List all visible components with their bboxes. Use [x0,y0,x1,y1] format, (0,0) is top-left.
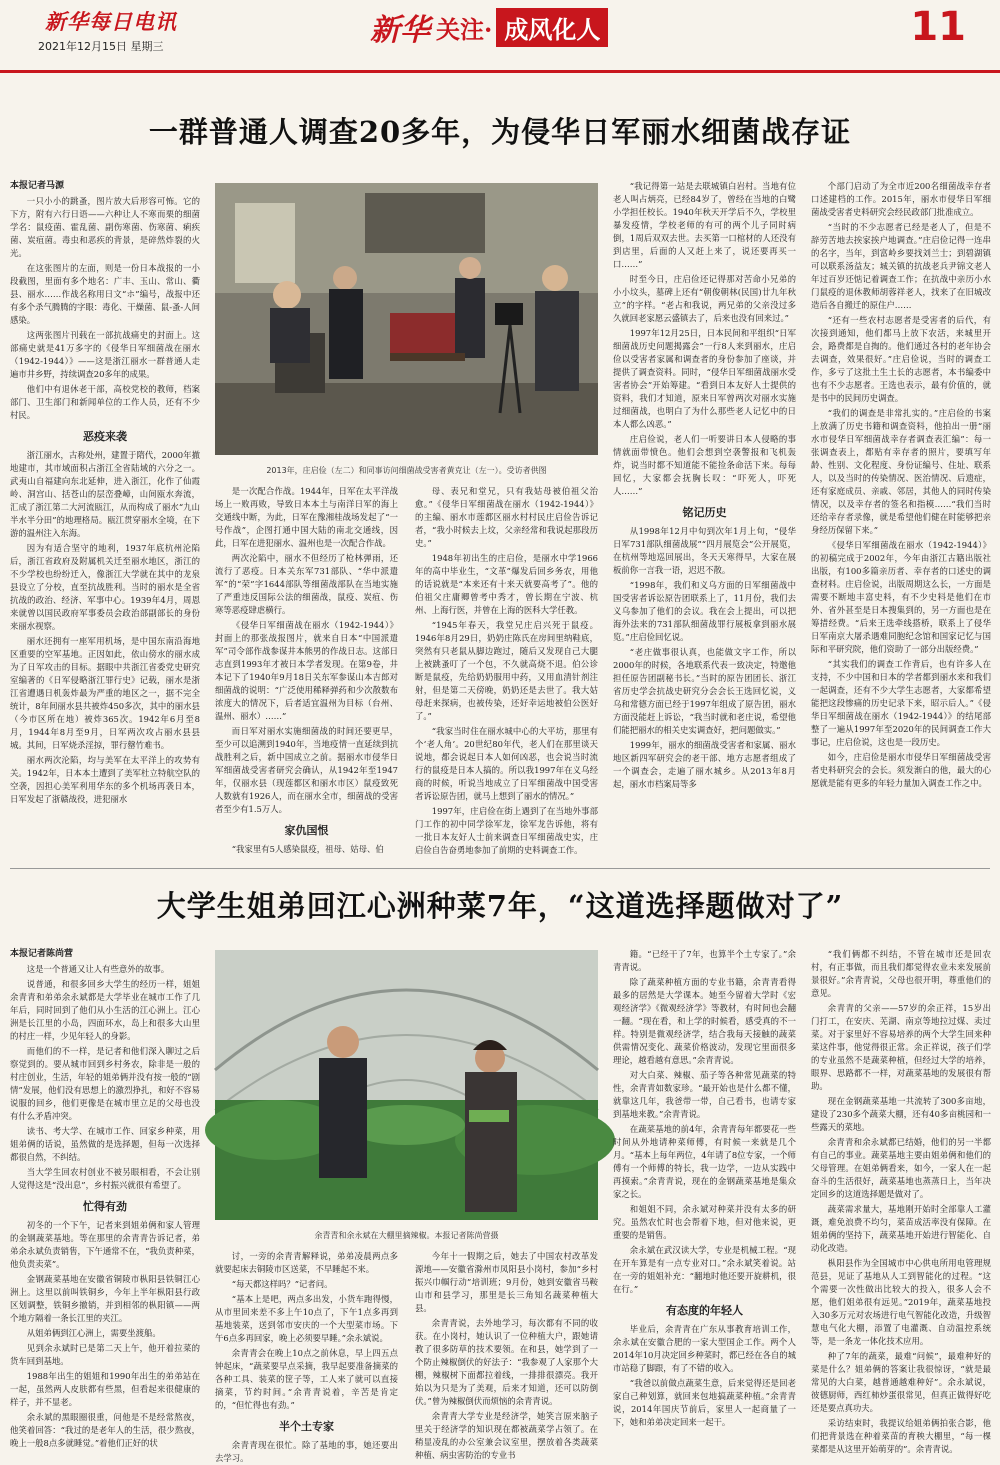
article2-col4 [613,948,796,1438]
paragraph: 浙江丽水，古称处州，建置于隋代，2000年撤地建市，其市域面积占浙江全省陆域的六分之一。武夷山自福建向东北延伸，进入浙江，化作了仙霞岭、洞宫山、括苍山的层峦叠嶂，山间瓯水奔流，汇成了浙江第二大河流瓯江，从而构成了丽水“九山半水半分田”的地理格局。瓯江贯穿丽水全境，在下游的温州注入东海。 [10,450,200,538]
article1-col4 [613,180,796,860]
paragraph: 因为有适合坚守的地利，1937年底杭州沦陷后，浙江省政府及附属机关迁至丽水地区，浙江的不少学校也纷纷迁入，像浙江大学就在其中的龙泉县设立了分校，直至抗战胜利。当时的丽水是全省抗战的政治、经济、军事中心。1939年4月，周恩来就曾以国民政府军事委员会政治部副部长的身份来丽水视察。 [10,543,200,631]
paragraph: 《侵华日军细菌战在丽水（1942-1944）》的初稿完成于2002年，今年由浙江古籍出版社出版，有100多篇亲历者、幸存者的口述史的调查材料。庄启俭说，出版周期这么长，一方面是需要不断地丰富史料，有不少史料是他们在市外、省外甚至是日本搜集到的，另一方面也是在筹措经费。“后来王选牵线搭桥，联系上了侵华日军南京大屠杀遇难同胞纪念馆和国家记忆与国际和平研究院，他们资助了一部分出版经费。” [811,540,991,654]
paragraph: 1999年，丽水的细菌战受害者和家属、丽水地区新四军研究会的老干部、地方志愿者组成了一个调查会，走遍了丽水城乡。从2013年8月起，丽水市档案局等多 [613,740,796,789]
article1-byline: 本报记者马源 [10,181,65,191]
paragraph: “我记得第一站是去联城镇白岩村。当地有位老人叫占炳亮，已经84岁了，曾经在当地的白鹭小学担任校长。1940年秋天开学后不久，学校里暴发疫情，学校老师的有可的两个儿子同时病倒，1周后双双去世。去买第一口棺材的人还没有到店里，后面的人又赶上来了，说还要再买一口……” [613,181,796,269]
paragraph: 枞阳县作为全国城市中心供电所用电管理规范县，见证了基地从人工到智能化的过程。“这个需要一次性做出比较大的投入，很多人会不愿，他们姐弟很有远见。”2019年，蔬菜基地投入30多万元对农场进行电气智能化改造，升级智慧电气化大棚，添置了电灌溉、自动温控系统等，是一条龙一体化技术应用。 [811,1258,991,1346]
paragraph: 籍。“已经干了7年，也算半个土专家了。”余青青说。 [613,949,796,972]
article1-col3 [415,485,598,860]
paragraph: 今年十一假期之后，她去了中国农村改革发源地——安徽省滁州市凤阳县小岗村，参加“乡村振兴巾帼行动”培训班；9月份，她到安徽省马鞍山市和县学习，那里是长三角知名蔬菜种植大县。 [415,1251,598,1313]
article2-subhead-2: 半个土专家 [279,1420,334,1433]
paragraph: 1948年初出生的庄启俭，是丽水中学1966年的高中毕业生，“文革”爆发后回乡务农，用他的话说就是“本来还有十来天就要高考了”。他的伯祖父庄庸卿曾考中秀才，曾长期在宁波、杭州、上海行医，并曾在上海的医科大学任教。 [415,553,598,615]
article-divider [10,868,990,869]
paragraph: 如今，庄启俭是丽水市侵华日军细菌战受害者史料研究会的会长。须发渐白的他，最大的心愿就是能有更多的年轻力量加入调查工作之中。 [811,752,991,788]
paragraph: 《侵华日军细菌战在丽水（1942-1944）》封面上的那张战报图片，就来自日本“中国派遣军”司令部作战参谋井本熊男的作战日志。这部日志直到1993年才被日本学者发现。在第9卷，井本记下了1940年9月18日关东军参谋山本吉郎对细菌战的说明：“广泛使用稀释弹药和少次散数布浓度大的情况下，后者适宜温州为目标（台州、温州、丽水）……” [215,620,398,721]
article2-byline: 本报记者陈尚营 [10,949,74,959]
paragraph: “当时的不少志愿者已经是老人了，但是不辞劳苦地去挨家挨户地调查。”庄启俭记得一连串的名字，当年，到富岭乡要找刘兰士；到碧湖镇可以联系汤益友；城关镇的抗战老兵尹锦文老人年过百岁还惦记着调查工作；在抗战中亲历小水门鼠疫的退休教师胡蓉祥老人，找来了在旧城改造后各自搬迁的原住户…… [811,222,991,310]
paragraph: 余青青说，去外地学习，每次都有不同的收获。在小岗村，她认识了一位种植大户，跟她请教了很多防草的技术要领。在和县，她学到了一个防止辣椒倒伏的好法子：“我参观了人家那个大棚，辣椒树下面都拉着线，一排排很漂亮。我开始以为只是为了美观，后来才知道，还可以防倒伏。”曾为辣椒倒伏而烦恼的余青青说。 [415,1318,598,1406]
paragraph: “还有一些农村志愿者是受害者的后代，有次接到通知，他们都马上放下农活，来城里开会，路费都是自掏的。他们通过各村的老年协会去调查，效果很好。”庄启俭说，当时的调查工作，多亏了这批土生土长的志愿者，本书编委中也有不少志愿者。王选也表示，最有价值的，就是书中的民间历史调查。 [811,315,991,403]
paragraph: 种了7年的蔬菜，最难“问候”，最难种好的菜是什么？姐弟俩的答案让我很惊讶，“就是最常见的大白菜，越普通越难种好”。余永斌说，彼德厨师，西红柿炒蛋很常见，但真正做得好吃还是要点真功夫。 [811,1351,991,1413]
paragraph: 讨，一旁的余青青解释说，弟弟凌晨两点多就要起床去铜陵市区送菜，不早睡起不来。 [215,1251,398,1274]
article2-col5 [811,948,991,1454]
paragraph: 余青青现在很忙。除了基地的事，她还要出去学习。 [215,1440,398,1463]
paragraph: 时至今日，庄启俭还记得那对苦命小兄弟的小小坟头，墓碑上还有“朝俊朝林(民国)廿九年秋立”的字样。“老占和我说，两兄弟的父亲没过多久就回老家愿云盛镇去了，后来也没有回来过。” [613,274,796,323]
paragraph: “其实我们的调查工作背后，也有许多人在支持，不少中国和日本的学者都到丽水来和我们一起调查，还有不少大学生志愿者，大家都希望能把这段惨痛的历史记录下来，昭示后人。”《侵华日军细菌战在丽水（1942-1944）》的结尾部整了一遍从1997年至2020年的民间调查工作大事记，庄启俭说，这也是一段历史。 [811,659,991,747]
paragraph: 他们中有退休老干部，高校党校的教师，档案部门、卫生部门和新闻单位的工作人员，还有不少村民。 [10,384,200,420]
paragraph: 1997年12月25日，日本民间和平组织“日军细菌战历史问题揭露会”一行8人来到丽水，庄启俭以受害者家属和调查者的身份参加了座谈，并提供了调查资料。同时，“侵华日军细菌战丽水受害者协会”开始筹建。“看到日本友好人士提供的资料，我们才知道，原来日军曾两次对丽水实施过细菌战，也明白了为什么那些老人记忆中的日本人都么凶恶。” [613,328,796,429]
article2-col1 [10,948,200,1448]
paragraph: 除了蔬菜种植方面的专业书籍，余青青看得最多的居然是大学课本。她至今留着大学时《宏观经济学》《微观经济学》等教材，有时间也会翻一翻。“现在看，和上学的时候看，感受真的不一样。特别是微观经济学，结合我每天接触的蔬菜供需情况变化、蔬菜价格波动，发现它里面很多理论，越看越有意思。”余青青说。 [613,977,796,1065]
section-title [370,4,608,50]
article1-headline: 一群普通人调查20多年，为侵华日军丽水细菌战存证 [148,115,852,149]
paragraph: 母、表兄和堂兄，只有我姑母被伯祖父治愈。”《侵华日军细菌战在丽水（1942-1944）》的主编、丽水市莲都区丽水村村民庄启俭告诉记者，“我小时候去上坟，父亲经常和我说起那段历史。” [415,486,598,548]
paragraph: 余青青的父亲——57岁的余正祥，15岁出门打工，在安庆、芜湖、南京等地拉过煤、卖过菜。对于家里好不容易培养的两个大学生回来种菜这件事，他觉得很正常。余正祥说，孩子们学的专业虽然不是蔬菜种植，但经过大学的培养，眼界、思路都不一样，对蔬菜基地的发展很有帮助。 [811,1003,991,1091]
paragraph: 初冬的一个下午，记者来到姐弟俩和家人管理的金钢蔬菜基地。等在那里的余青青告诉记者，弟弟余永斌负责销售，下午通常不在，“我负责种菜，他负责卖菜”。 [10,1220,200,1269]
article2-col3 [415,1250,598,1460]
paragraph: “我家里有5人感染鼠疫，祖母、姑母、伯 [231,844,384,854]
paragraph: “老庄做事很认真，也能做文字工作，所以2000年的时候，各地联系代表一致决定，特邀他担任原告团副秘书长。”当时的原告团团长、浙江省历史学会抗战史研究分会会长王选回忆说，义乌和常德方面已经于1997年组成了原告团，丽水方面没能赶上诉讼，“我当时就和老庄说，希望他们能把丽水的相关史实调查好，把问题做实。” [613,647,796,735]
paragraph: 一只小小的跳蚤，图片放大后形容可怖。它的下方，附有六行日语——六种让人不寒而栗的细菌学名：鼠疫菌、霍乱菌、副伤寒菌、伤寒菌、痢疾菌、炭疽菌。毒虫和恶疾的背景，是碎然炸裂的火光。 [10,196,200,258]
article1-photo [215,183,598,455]
section-name: 成风化人 [496,8,608,47]
paragraph: 余永斌的黑眼圈很重，问他是不是经常熬夜，他笑着回答：“我过的是老年人的生活，很少熬夜，晚上一般8点多就睡觉。”着他们正好的状 [10,1412,200,1448]
article2-headline: 大学生姐弟回江心洲种菜7年，“这道选择题做对了” [156,889,844,923]
paragraph: 这两张图片刊载在一部抗战痛史的封面上。这部痛史就是41万多字的《侵华日军细菌战在丽水（1942-1944）》——这是浙江丽水一群普通人走遍市井乡野，持续调查20多年的成果。 [10,330,200,379]
page-number: 11 [910,4,966,50]
article2-photo [215,950,598,1220]
paragraph: 当大学生回农村创业不被另眼相看，不会让别人觉得这是“没出息”，乡村振兴就很有希望了。 [10,1167,200,1190]
paragraph: 丽水还拥有一座军用机场，是中国东南沿海地区重要的空军基地。正因如此，依山傍水的丽水成为了日军攻击的目标。据眼中共浙江省委党史研究室编著的《日军侵略浙江罪行史》记载，丽水是浙江省遭遇日机轰炸最为严重的地区之一，据不完全统计，8年间丽水县共被炸450多次，其中的丽水县（今市区所在地）被炸365次。1942年6月至8月，1944年8月至9月，日军两次攻占丽水县县城。其间，日军烧杀淫掠，罪行罄竹难书。 [10,636,200,750]
article1-caption: 2013年，庄启俭（左二）和同事访问细菌战受害者黄克让（左一）。受访者供图 [266,466,547,475]
paragraph: “我们俩都不纠结，不管在城市还是回农村，有正事做，而且我们都觉得农业未来发展前景很好。”余青青说，父母也很开明，尊重他们的意见。 [811,949,991,998]
paragraph: 庄启俭说，老人们一听要讲日本人侵略的事情就面带愤色。他们会想到空袭警报和飞机轰炸，说当时都不知道能不能捡条命活下来。每每回忆，大家都会抚胸长叹：“吓死人，吓死人……” [613,434,796,496]
paragraph: “我爸以前做点蔬菜生意，后来觉得还是回老家自己种划算，就回来包地搞蔬菜种植。”余青青说，2014年国庆节前后，家里人一起商量了一下，她和弟弟决定回来一起干。 [613,1378,796,1427]
paragraph: 1988年出生的姐姐和1990年出生的弟弟站在一起，虽然两人皮肤都有些黑，但看起来很健康的样子，并不显老。 [10,1371,200,1407]
paragraph: 和姐姐不同，余永斌对种菜并没有太多的研究。虽然农忙时也会帮着下地，但对他来说，更重要的是销售。 [613,1204,796,1240]
paragraph: “1998年，我们和义乌方面的日军细菌战中国受害者诉讼原告团联系上了，11月份，我们去义乌参加了他们的会议。我在会上提出，可以把海外法来的731部队细菌战罪行展板拿到丽水展览。”庄启俭回忆说。 [613,580,796,642]
section-logo: 新华 [370,13,430,48]
paragraph: 在这张图片的左面，则是一份日本战报的一小段截图，里面有多个地名：广丰、玉山、常山、衢县、丽水……作战名称用日文“ホ”编号，战报中还有多个杀气腾腾的字眼：毒化、干燥菌、鼠-蚤-人间感染。 [10,263,200,325]
issue-date: 2021年12月15日 星期三 [38,40,164,53]
article2-col2 [215,1250,398,1463]
paragraph: “我家当时住在丽水城中心的大平坊，那里有个‘老人角’。20世纪80年代，老人们在那里谈天说地，都会说起日本人如何凶恶，也会说当时流行的鼠疫是日本人搞的。所以我1997年在义乌经商的时候，听说当地成立了日军细菌战中国受害者诉讼原告团，就马上想到了丽水的情况。” [415,726,598,801]
paragraph: 从姐弟俩到江心洲上，需要坐渡船。 [26,1328,161,1338]
paragraph: “每天都这样吗？”记者问。 [231,1279,333,1289]
article1-col5 [811,180,991,860]
paragraph: 采访结束时，我提议给姐弟俩拍张合影，他们把背景选在种着菜苗的育秧大棚里，“每一棵菜都是从这里开始萌芽的”。余青青说。 [811,1418,991,1454]
article1-col2 [215,485,398,860]
paragraph: 1997年，庄启俭在街上遇到了在当地外事部门工作的初中同学徐军龙，徐军龙告诉他，将有一批日本友好人士前来调查日军细菌战史实，庄启俭自告奋勇地参加了前期的史料调查工作。 [415,806,598,855]
paragraph: 见到余永斌时已是第二天上午，他开着拉菜的货车回到基地。 [10,1343,200,1366]
paragraph: “我们的调查是非常扎实的。”庄启俭的书案上放满了历史书籍和调查资料，他拍出一册“丽水市侵华日军细菌战幸存者调查表汇编”：每一张调查表上，都贴有幸存者的照片，要填写年龄、性别、文化程度、身份证编号、住址、联系人，以及当时的传染情况、医治情况、后遗症，还有家庭成员、亲戚、邻居，其他人的同时传染情况，以及幸存者的签名和指模……“我们当时还给幸存者录像，就是希望他们健在时能够把亲身经历保留下来。” [811,408,991,535]
paragraph: 蔬菜需求量大，基地刚开始时全部靠人工灌溉，难免浪费不均匀，菜苗成活率没有保障。在姐弟俩的坚持下，蔬菜基地开始进行智能化、自动化改造。 [811,1204,991,1253]
article1-subhead-2: 家仇国恨 [284,824,329,837]
paragraph: 余青青和余永斌都已结婚，他们的另一半都有自己的事业。蔬菜基地主要由姐弟俩和他们的父母管理。在姐弟俩看来，如今，一家人在一起奋斗的生活很好，蔬菜基地也蒸蒸日上，当年决定回乡的这道选择题是做对了。 [811,1137,991,1199]
paragraph: 读书、考大学、在城市工作、回家乡种菜，用姐弟俩的话说，虽然做的是选择题，但每一次选择都很自然，不纠结。 [10,1126,200,1162]
paragraph: 现在金钢蔬菜基地一共流转了300多亩地，建设了230多个蔬菜大棚，还有40多亩桃园和一些露天的菜地。 [811,1096,991,1132]
paragraph: 说普通，和很多回乡大学生的经历一样，姐姐余青青和弟弟余永斌都是大学毕业在城市工作了几年后，同时回到了他们从小生活的江心洲上。江心洲是长江里的小岛，四面环水，岛上和很多大山里的村庄一样，少见年轻人的身影。 [10,979,200,1041]
header-rule [0,70,1000,73]
article2-subhead-3: 有态度的年轻人 [666,1304,743,1317]
paragraph: 而他们的不一样，是记者和他们深入聊过之后察觉到的。要从城市回到乡村务农，除非是一般的村庄创业，生活，年轻的姐弟俩并没有按一般的“剧情”发展，他们没有思想上的激烈挣扎，和好不容易说服的回乡，他们更像是在城市里立足的父母也没有什么矛盾冲突。 [10,1046,200,1121]
paragraph: 余青青大学专业是经济学，她笑言原来脑子里关于经济学的知识现在都被蔬菜学占领了。在稍显凌乱的办公室兼会议室里，摆放着各类蔬菜种植、病虫害防治的专业书 [415,1411,598,1460]
article1-subhead-1: 恶疫来袭 [83,430,127,443]
article1-col1 [10,180,200,860]
paragraph: “1945年春天，我堂兄庄启兴死于鼠疫。1946年8月29日，奶奶庄陈氏在房间里纳鞋底，突然有只老鼠从脚边跑过，随后又发现自己大腿上被跳蚤叮了一个包，不久就高烧不退。伯公诊断是鼠疫，先给奶奶服用中药，又用血清针剂注射，但是第二天傍晚，奶奶还是去世了。我大姑母赶来探病，也被传染，还好幸运地被伯公医好了。” [415,620,598,721]
paragraph: 而日军对丽水实施细菌战的时间还要更早，至少可以追溯到1940年，当地疫情一直延续到抗战胜利之后，新中国成立之前。据丽水市侵华日军细菌战受害者研究会确认，从1942年至1947年，仅丽水县（现莲都区和丽水市区）鼠疫致死人数就有1926人，而在丽水全市，细菌战的受害者至少有1.5万人。 [215,726,398,814]
paragraph: 这是一个普通又让人有些意外的故事。 [26,964,170,974]
paragraph: 丽水两次沦陷，均与美军在太平洋上的攻势有关。1942年，日本本土遭到了美军杜立特航空队的空袭，因担心美军利用华东的多个机场再袭日本，日军发起了浙赣战役，进犯丽水 [10,755,200,804]
paragraph: 对大白菜、辣椒、茄子等各种常见蔬菜的特性，余青青如数家珍。“最开始也是什么都不懂，就靠这几年，我爸带一带，自己看书，也请专家到基地来教。”余青青说。 [613,1070,796,1119]
article2-subhead-1: 忙得有劲 [83,1200,127,1213]
article2-caption: 余青青和余永斌在大棚里摘辣椒。本报记者陈尚营摄 [314,1231,499,1240]
paragraph: 两次沦陷中，丽水不但经历了枪林弹雨，还流行了恶疫。日本关东军731部队、“华中派遣军”的“荣”字1644部队等细菌战部队在当地实施了严重违反国际公法的细菌战，鼠疫、炭疽、伤寒等恶疫肆虐横行。 [215,553,398,615]
paragraph: 在蔬菜基地的前4年，余青青每年都要花一些时间从外地请种菜师傅，有时候一来就是几个月。“基本上每年两位，4年请了8位专家，一个师傅有一个师傅的特长，我一边学，一边从实践中再摸索。”余青青说，现在的金钢蔬菜基地是集众家之长。 [613,1124,796,1199]
paragraph: 是一次配合作战。1944年，日军在太平洋战场上一败再败，导致日本本土与南洋日军的海上交通线中断，为此，日军在豫湘桂战场发起了“一号作战”，企图打通中国大陆的南北交通线，因此，日军在进犯丽水、温州也是一次配合作战。 [215,486,398,548]
paragraph: 从1998年12月中旬到次年1月上旬，“侵华日军731部队细菌战展”“四月展览会”公开展览，在杭州等地巡回展出，冬天天寒得早，大家在展板前你一言我一语，迟迟不散。 [613,526,796,575]
page-header [0,0,1000,84]
newspaper-brand: 新华每日电讯 [45,9,177,34]
paragraph: 毕业后，余青青在广东从事教育培训工作，余永斌在安徽合肥的一家大型国企工作。两个人2014年10月决定回乡种菜时，都已经在各自的城市站稳了脚跟，有了不错的收入。 [613,1324,796,1373]
article1-subhead-3: 铭记历史 [682,506,727,519]
section-focus: 关注· [436,14,493,44]
paragraph: 余永斌在武汉读大学，专业是机械工程。“现在开车算是有一点专业对口。”余永斌笑着说。站在一旁的姐姐补充：“翻地时他还要开旋耕机，很在行。” [613,1245,796,1294]
paragraph: 个部门启动了为全市近200名细菌战幸存者口述建档的工作。2015年，丽水市侵华日军细菌战受害者史料研究会经民政部门批准成立。 [811,181,991,217]
paragraph: 金钢蔬菜基地在安徽省铜陵市枞阳县铁铜江心洲上。这里以前叫铁铜乡，今年上半年枞阳县行政区划调整，铁铜乡撤销，并到相邻的枞阳镇——两个地方隔着一条长江里的夹江。 [10,1274,200,1323]
paragraph: 余青青会在晚上10点之前休息，早上四五点钟起床，“蔬菜要早点采摘，我早起要准备摘菜的各种工具、装菜的筐子等，工人来了就可以直接摘菜，节约时间。”余青青说着，辛苦是肯定的，“但忙得也有劲。” [215,1348,398,1410]
paragraph: “基本上是吧，两点多出发，小货车跑得慢，从市里回来差不多上午10点了，下午1点多再到基地装菜，送到邻市安庆的一个大型菜市场。下午6点多再回家，晚上必须要早睡。”余永斌说。 [215,1294,398,1343]
